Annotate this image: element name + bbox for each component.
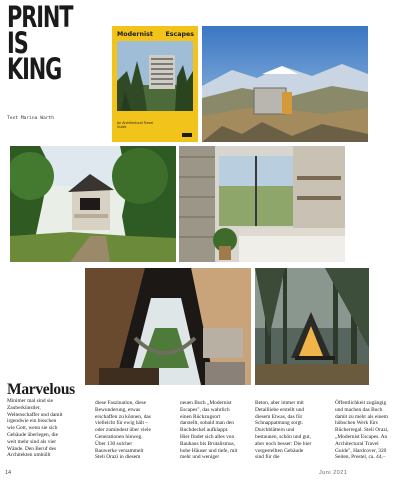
page-number: 14 [5, 470, 12, 476]
book-subtitle: An Architectural Travel Guide [117, 121, 154, 129]
night-cabin-photo [255, 268, 369, 385]
article-column-2: diese Faszination, diese Bewunderung, etwas erschaffen zu können, das vielleicht für ewig hält – oder zumindest über viele Generationen hinweg. Über 130 solcher Bauwerke versammelt Steli Orazi in diesem [95, 400, 151, 461]
article-column-1: Minimer mal sind sie Zauberkünstler, Weltenschaffer und damit irgendwie ein bisschen wie Gott, wenn sie sich Gebäude überlegen, die weit mehr sind als vier Wände. Den Beruf des Architekten umhüllt [7, 398, 63, 459]
article-column-5: Öffentlichkeit zugängig und machen das Buch damit zu mehr als einem hübschen Werk fürs Bücherregal. Steli Orazi, „Modernist Escapes. An Architectural Travel Guide", Hardcover, 320 Seiten, Prestel, ca. 44,– [335, 400, 389, 461]
book-title-right: Escapes [165, 31, 194, 38]
mountain-cabin-photo [202, 26, 368, 142]
page-title: PRINT IS KING [7, 0, 73, 86]
cabin-interior-photo [179, 146, 345, 262]
article-column-3: neuen Buch „Modernist Escapes", das wahrlich einen Rückzugsort darstellt, sobald man den Buchdeckel aufklappt. Hier findet sich alles von Bauhaus bis Brutalismus, hohe Häuser und tiefe, mit mehr und weniger [180, 400, 238, 461]
book-cover-image [112, 26, 198, 142]
publisher-logo [182, 133, 192, 137]
book-cover-photo [117, 41, 193, 111]
issue-date: Juni 2021 [319, 470, 348, 476]
book-title-left: Modernist [117, 31, 153, 38]
forest-house-photo [10, 146, 176, 262]
author-byline: Text Marina Warth [7, 116, 55, 121]
aframe-interior-photo [85, 268, 251, 385]
article-heading: Marvelous [7, 381, 75, 398]
article-column-4: Beton, aber immer mit Detailliebe erstellt und diesem Etwas, das für Schnappatmung sorgt. Durchblättern und bestaunen, schön und gut, aber noch besser: Die hier vorgestellten Gebäude sind für die [255, 400, 312, 461]
